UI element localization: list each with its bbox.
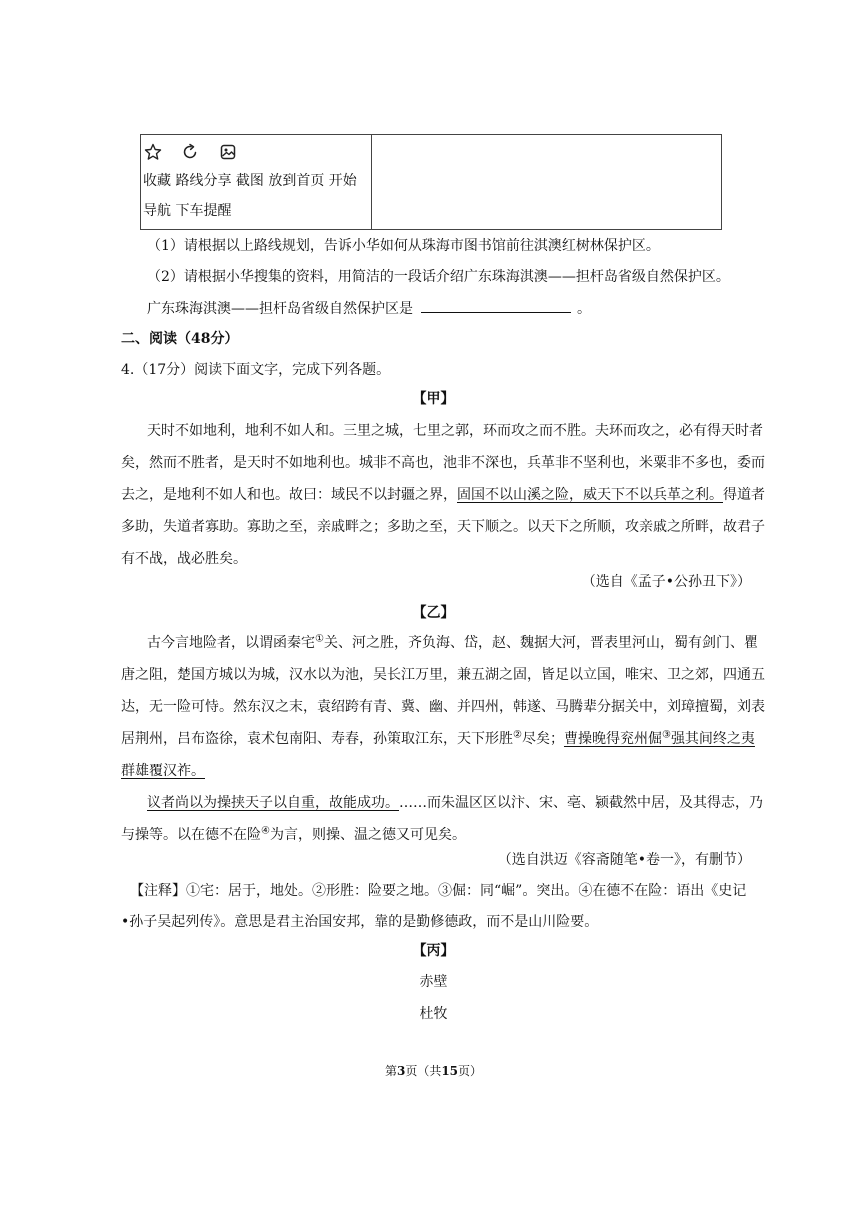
route-actions-line2[interactable]: 导航 下车提醒 xyxy=(143,203,232,219)
jia-line-5: 有不战，战必胜矣。 xyxy=(121,551,247,567)
jia-line-4: 多助，失道者寡助。寡助之至，亲戚畔之；多助之至，天下顺之。以天下之所顺，攻亲戚之所畔，故君子 xyxy=(121,519,765,535)
page-total: 15 xyxy=(441,1064,459,1078)
page-footer xyxy=(0,1062,867,1080)
yi-para-2-line-2 xyxy=(121,825,466,845)
footer-pre: 第 xyxy=(384,1064,397,1078)
yi-line-3: 达，无一险可恃。然东汉之末，袁绍跨有青、冀、幽、并四州，韩遂、马腾辈分据关中，刘璋擅蜀，刘表 xyxy=(121,699,765,715)
answer-blank[interactable] xyxy=(421,298,571,313)
bing-title: 【丙】 xyxy=(412,943,455,959)
poem-title: 赤壁 xyxy=(419,974,448,990)
section-heading: 二、阅读（48分） xyxy=(121,331,239,347)
yi-line-5 xyxy=(121,761,205,781)
jia-source: （选自《孟子•公孙丑下》） xyxy=(581,574,751,590)
jia-underlined-sentence: 固国不以山溪之险，威天下不以兵革之利。 xyxy=(457,487,723,503)
question-4-intro: 4.（17分）阅读下面文字，完成下列各题。 xyxy=(121,362,391,378)
note-marker-4: ④ xyxy=(261,825,270,837)
yi-line-1-end: 关、河之胜，齐负海、岱，赵、魏据大河，晋表里河山，蜀有剑门、瞿 xyxy=(323,635,758,651)
notes-line-1: 【注释】①宅：居于，地处。②形胜：险要之地。③倔：同“崛”。突出。④在德不在险：语出《史记 xyxy=(130,883,747,899)
jia-line-3-start: 去之，是地利不如人和也。故曰：域民不以封疆之界， xyxy=(121,487,457,503)
yi-source: （选自洪迈《容斋随笔•卷一》，有删节） xyxy=(497,852,751,868)
yi-underlined-part-2: 强其间终之夷 xyxy=(670,731,755,747)
yi-para-2-line-1 xyxy=(147,793,763,813)
yi-para-2-line-2-start: 与操等。以在德不在险 xyxy=(121,827,261,843)
footer-mid: 页（共 xyxy=(405,1064,442,1078)
yi-line-4-mid: 尽矣； xyxy=(521,731,564,747)
route-panel-table xyxy=(140,134,722,230)
jia-line-1: 天时不如地利，地利不如人和。三里之城，七里之郭，环而攻之而不胜。夫环而攻之，必有得天时者 xyxy=(147,423,763,439)
yi-underlined-part-1: 曹操晚得兖州倔 xyxy=(563,731,662,747)
yi-line-4-start: 居荆州，吕布盗徐，袁术包南阳、寿春，孙策取江东，天下形胜 xyxy=(121,731,513,747)
answer-prefix: 广东珠海淇澳——担杆岛省级自然保护区是 xyxy=(147,301,413,317)
refresh-icon[interactable] xyxy=(181,143,199,161)
yi-line-4 xyxy=(121,729,755,749)
yi-line-1 xyxy=(147,633,758,653)
page-number: 3 xyxy=(396,1064,406,1078)
jia-line-3-end: 得道者 xyxy=(723,487,765,503)
yi-line-1-start: 古今言地险者，以谓函秦宅 xyxy=(147,635,315,651)
yi-underlined-part-3: 群雄覆汉祚。 xyxy=(121,763,205,779)
question-2: （2）请根据小华搜集的资料，用简洁的一段话介绍广东珠海淇澳——担杆岛省级自然保护区。 xyxy=(147,269,730,285)
jia-line-3 xyxy=(121,485,765,505)
route-actions-line1[interactable]: 收藏 路线分享 截图 放到首页 开始 xyxy=(143,173,357,189)
star-icon[interactable] xyxy=(144,143,162,161)
yi-line-2: 唐之阻，楚国方城以为城，汉水以为池，吴长江万里，兼五湖之固，皆足以立国，唯宋、卫之郊，四通五 xyxy=(121,667,765,683)
notes-line-2: •孙子吴起列传》。意思是君主治国安邦，靠的是勤修德政，而不是山川险要。 xyxy=(121,914,599,930)
answer-line xyxy=(147,298,591,319)
table-divider xyxy=(371,135,372,229)
yi-title: 【乙】 xyxy=(412,605,455,621)
poem-author: 杜牧 xyxy=(419,1006,448,1022)
note-marker-3: ③ xyxy=(661,729,671,741)
note-marker-2: ② xyxy=(513,729,522,741)
answer-suffix: 。 xyxy=(577,301,591,317)
note-marker-1: ① xyxy=(315,633,324,645)
yi-para-2-rest: ……而朱温区区以汴、宋、亳、颍截然中居，及其得志，乃 xyxy=(399,795,763,811)
yi-underlined-sentence-1 xyxy=(564,731,755,747)
footer-post: 页） xyxy=(458,1064,483,1078)
screenshot-icon[interactable] xyxy=(219,143,237,161)
question-1: （1）请根据以上路线规划，告诉小华如何从珠海市图书馆前往淇澳红树林保护区。 xyxy=(147,238,660,254)
yi-para-2-line-2-end: 为言，则操、温之德又可见矣。 xyxy=(269,827,466,843)
jia-title: 【甲】 xyxy=(412,391,455,407)
yi-underlined-sentence-2: 议者尚以为操挟天子以自重，故能成功。 xyxy=(147,795,399,811)
jia-line-2: 矣，然而不胜者，是天时不如地利也。城非不高也，池非不深也，兵革非不坚利也，米粟非不多也，委而 xyxy=(121,455,765,471)
